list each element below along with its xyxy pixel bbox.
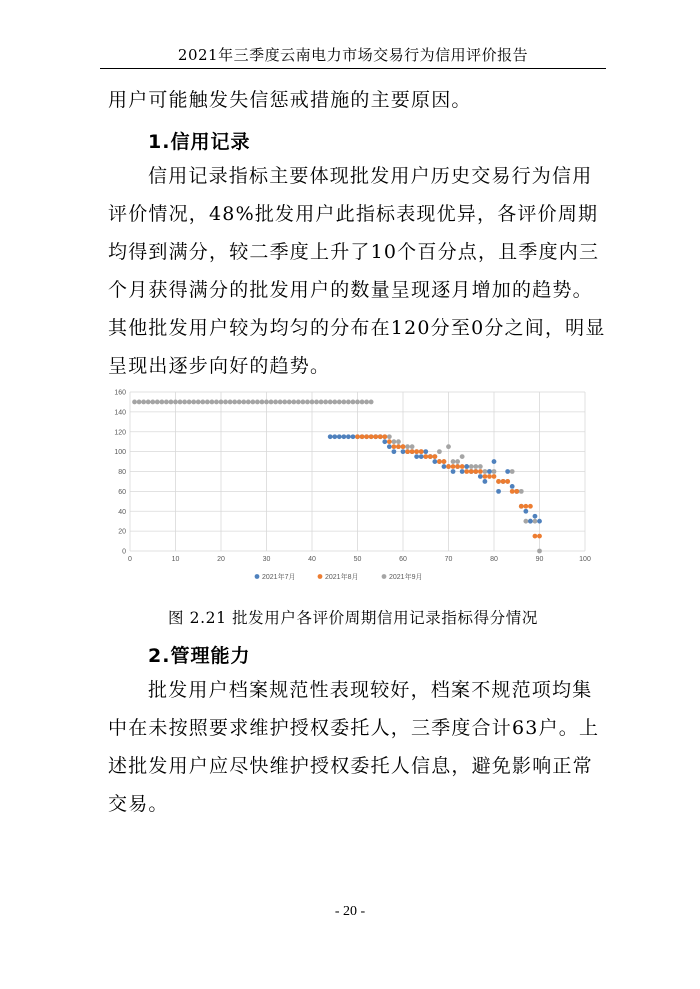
data-point: [423, 449, 428, 454]
data-point: [382, 439, 387, 444]
y-tick-label: 140: [114, 409, 126, 417]
data-point: [473, 464, 478, 469]
data-point: [328, 400, 333, 405]
data-point: [523, 519, 528, 524]
paragraph-management: 批发用户档案规范性表现较好，档案不规范项均集中在未按照要求维护授权委托人，三季度合计63户。上述批发用户应尽快维护授权委托人信息，避免影响正常交易。: [108, 679, 600, 815]
data-point: [523, 504, 528, 509]
data-point: [205, 400, 210, 405]
data-point: [405, 449, 410, 454]
data-point: [473, 469, 478, 474]
figure-caption: 图 2.21 批发用户各评价周期信用记录指标得分情况: [168, 609, 538, 627]
data-point: [310, 400, 315, 405]
data-point: [305, 400, 310, 405]
paragraph-intro: 用户可能触发失信惩戒措施的主要原因。: [108, 89, 472, 111]
data-point: [510, 469, 515, 474]
x-tick-label: 80: [490, 556, 498, 563]
data-point: [492, 459, 497, 464]
data-point: [537, 549, 542, 554]
scatter-chart-svg: [105, 380, 605, 590]
data-point: [387, 434, 392, 439]
legend-marker: [255, 574, 260, 579]
y-tick-label: 0: [122, 548, 126, 556]
data-point: [219, 400, 224, 405]
data-point: [341, 434, 346, 439]
data-point: [282, 400, 287, 405]
data-point: [250, 400, 255, 405]
data-point: [528, 519, 533, 524]
data-point: [469, 469, 474, 474]
legend-marker: [318, 574, 323, 579]
data-point: [351, 434, 356, 439]
data-point: [228, 400, 233, 405]
y-tick-label: 60: [118, 488, 126, 496]
data-point: [410, 449, 415, 454]
x-tick-label: 60: [399, 556, 407, 563]
data-point: [182, 400, 187, 405]
data-point: [510, 484, 515, 489]
data-point: [496, 489, 501, 494]
data-point: [442, 459, 447, 464]
data-point: [483, 474, 488, 479]
x-tick-label: 40: [308, 556, 316, 563]
data-point: [237, 400, 242, 405]
page-header: 2021年三季度云南电力市场交易行为信用评价报告: [177, 46, 529, 64]
data-point: [337, 434, 342, 439]
data-point: [437, 449, 442, 454]
data-point: [332, 400, 337, 405]
header-rule: [100, 68, 606, 69]
data-point: [132, 400, 137, 405]
data-point: [460, 469, 465, 474]
data-point: [364, 400, 369, 405]
data-point: [214, 400, 219, 405]
data-point: [460, 464, 465, 469]
credit-record-chart: [105, 380, 605, 590]
data-point: [483, 479, 488, 484]
data-point: [169, 400, 174, 405]
data-point: [373, 434, 378, 439]
data-point: [378, 434, 383, 439]
data-point: [483, 469, 488, 474]
data-point: [159, 400, 164, 405]
data-point: [382, 434, 387, 439]
x-tick-label: 100: [579, 556, 591, 563]
data-point: [519, 504, 524, 509]
x-tick-label: 0: [128, 556, 132, 563]
data-point: [396, 444, 401, 449]
data-point: [442, 464, 447, 469]
data-point: [519, 489, 524, 494]
y-tick-label: 120: [114, 429, 126, 437]
legend-marker: [382, 574, 387, 579]
data-point: [387, 444, 392, 449]
y-tick-label: 20: [118, 528, 126, 536]
data-point: [232, 400, 237, 405]
x-tick-label: 10: [171, 556, 180, 563]
data-point: [392, 439, 397, 444]
page-number: - 20 -: [334, 904, 366, 919]
data-point: [323, 400, 328, 405]
data-point: [419, 454, 424, 459]
data-point: [178, 400, 183, 405]
data-point: [533, 519, 538, 524]
data-point: [287, 400, 292, 405]
data-point: [173, 400, 178, 405]
data-point: [537, 534, 542, 539]
data-point: [355, 434, 360, 439]
data-point: [337, 400, 342, 405]
data-point: [464, 469, 469, 474]
x-tick-label: 50: [353, 556, 362, 563]
data-point: [487, 474, 492, 479]
data-point: [392, 444, 397, 449]
data-point: [355, 400, 360, 405]
data-point: [514, 489, 519, 494]
data-point: [501, 479, 506, 484]
data-point: [364, 434, 369, 439]
data-point: [478, 464, 483, 469]
data-point: [460, 454, 465, 459]
data-point: [446, 464, 451, 469]
x-tick-label: 30: [262, 556, 271, 563]
data-point: [523, 509, 528, 514]
data-point: [328, 434, 333, 439]
y-tick-label: 100: [114, 449, 126, 457]
y-tick-label: 80: [118, 469, 126, 476]
data-point: [455, 464, 460, 469]
paragraph-credit-record: 信用记录指标主要体现批发用户历史交易行为信用评价情况，48%批发用户此指标表现优异，各评价周期均得到满分，较二季度上升了10个百分点，且季度内三个月获得满分的批发用户的数量呈现逐月增加的趋势。其他批发用户较为均匀的分布在120分至0分之间，明显呈现出逐步向好的趋势。: [108, 165, 606, 377]
data-point: [451, 459, 456, 464]
data-point: [369, 434, 374, 439]
data-point: [341, 400, 346, 405]
data-point: [396, 439, 401, 444]
data-point: [360, 400, 365, 405]
data-point: [423, 454, 428, 459]
data-point: [314, 400, 319, 405]
heading-management: 2.管理能力: [148, 645, 251, 667]
data-point: [187, 400, 192, 405]
data-point: [505, 469, 510, 474]
data-point: [528, 504, 533, 509]
data-point: [241, 400, 246, 405]
data-point: [273, 400, 278, 405]
data-point: [369, 400, 374, 405]
data-point: [296, 400, 301, 405]
data-point: [533, 514, 538, 519]
data-point: [487, 469, 492, 474]
data-point: [401, 444, 406, 449]
heading-credit-record: 1.信用记录: [148, 131, 251, 153]
x-tick-label: 90: [535, 556, 544, 563]
data-point: [432, 459, 437, 464]
data-point: [405, 444, 410, 449]
y-tick-label: 160: [114, 389, 126, 397]
data-point: [351, 400, 356, 405]
data-point: [319, 400, 324, 405]
data-point: [387, 439, 392, 444]
legend-label: 2021年7月: [262, 574, 296, 581]
legend-label: 2021年8月: [325, 574, 359, 581]
data-point: [360, 434, 365, 439]
data-point: [291, 400, 296, 405]
data-point: [505, 479, 510, 484]
data-point: [410, 444, 415, 449]
data-point: [264, 400, 269, 405]
data-point: [437, 459, 442, 464]
data-point: [432, 454, 437, 459]
data-point: [155, 400, 160, 405]
data-point: [191, 400, 196, 405]
data-point: [223, 400, 228, 405]
data-point: [451, 464, 456, 469]
data-point: [428, 454, 433, 459]
data-point: [200, 400, 205, 405]
data-point: [414, 454, 419, 459]
legend-label: 2021年9月: [389, 574, 423, 581]
data-point: [146, 400, 151, 405]
x-tick-label: 20: [217, 556, 225, 563]
data-point: [492, 469, 497, 474]
data-point: [455, 459, 460, 464]
data-point: [496, 479, 501, 484]
data-point: [301, 400, 306, 405]
data-point: [269, 400, 274, 405]
data-point: [278, 400, 283, 405]
data-point: [150, 400, 155, 405]
data-point: [255, 400, 260, 405]
data-point: [141, 400, 146, 405]
data-point: [260, 400, 265, 405]
data-point: [137, 400, 142, 405]
data-point: [196, 400, 201, 405]
data-point: [478, 469, 483, 474]
data-point: [346, 434, 351, 439]
data-point: [510, 489, 515, 494]
data-point: [469, 464, 474, 469]
data-point: [164, 400, 169, 405]
data-point: [392, 449, 397, 454]
y-tick-label: 40: [118, 508, 126, 516]
data-point: [451, 469, 456, 474]
data-point: [346, 400, 351, 405]
data-point: [533, 534, 538, 539]
data-point: [537, 519, 542, 524]
data-point: [419, 449, 424, 454]
data-point: [332, 434, 337, 439]
data-point: [478, 474, 483, 479]
data-point: [414, 449, 419, 454]
x-tick-label: 70: [444, 556, 453, 563]
data-point: [492, 474, 497, 479]
data-point: [210, 400, 215, 405]
data-point: [446, 444, 451, 449]
data-point: [464, 464, 469, 469]
data-point: [401, 449, 406, 454]
data-point: [246, 400, 251, 405]
